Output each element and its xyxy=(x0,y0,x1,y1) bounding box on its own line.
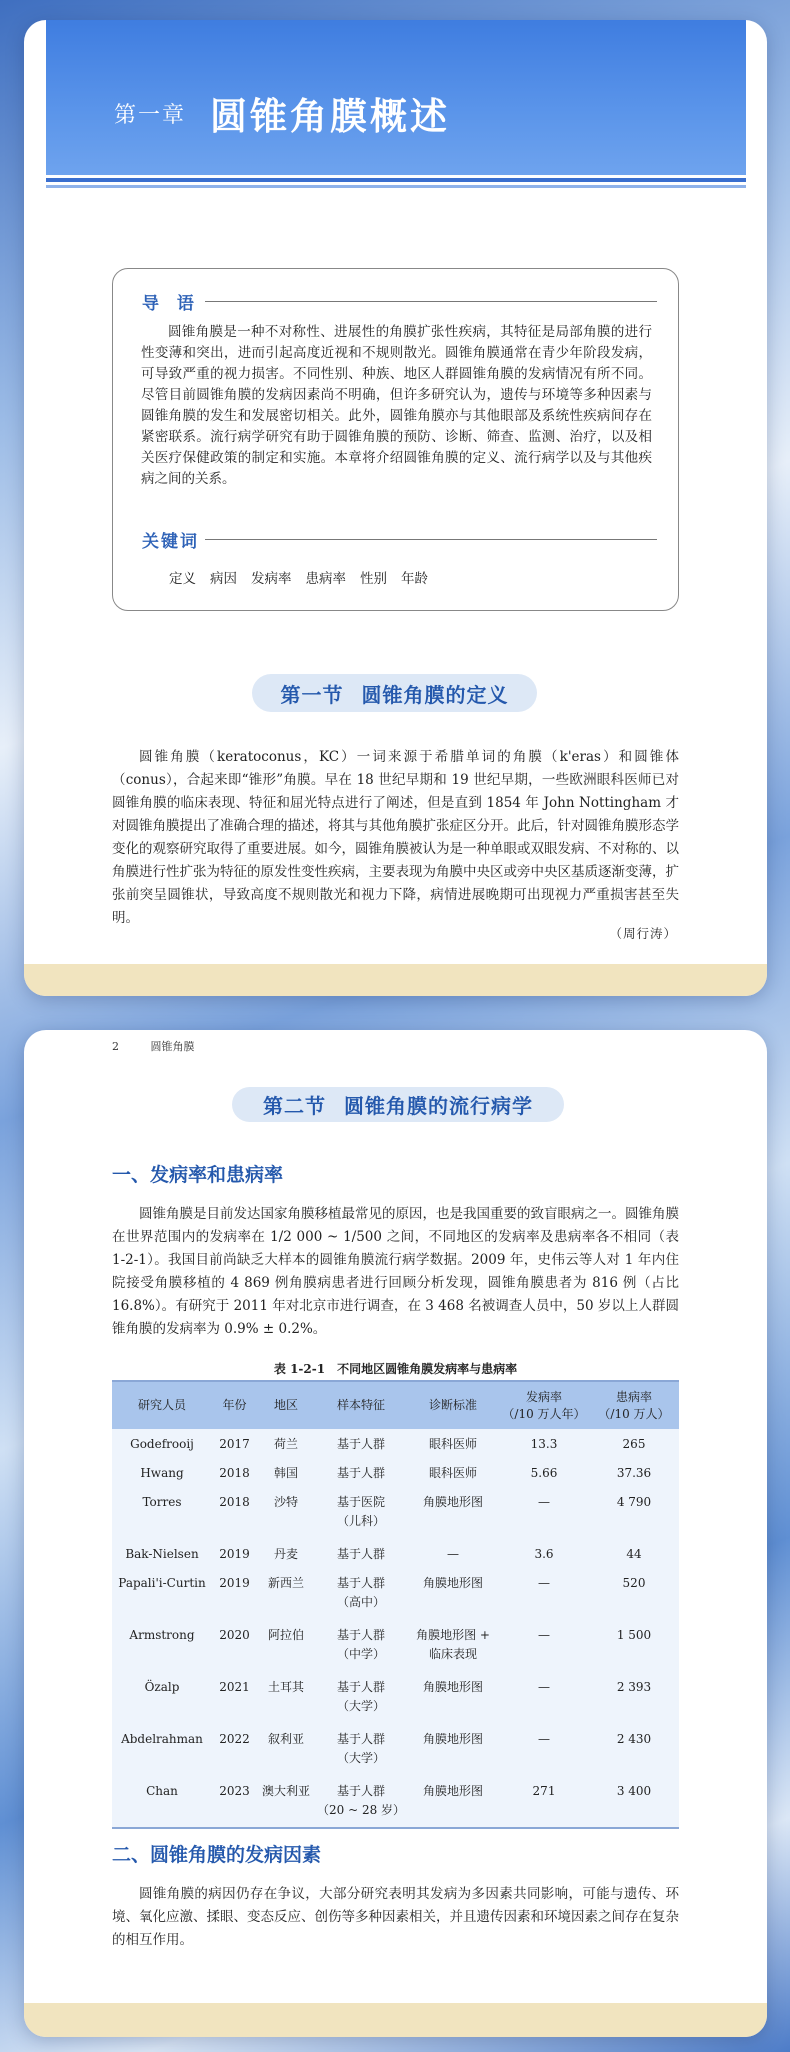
intro-text: 圆锥角膜是一种不对称性、进展性的角膜扩张性疾病，其特征是局部角膜的进行性变薄和突出，进而引起高度近视和不规则散光。圆锥角膜通常在青少年阶段发病，可导致严重的视力损害。不同性别、种族、地区人群圆锥角膜的发病情况有所不同。尽管目前圆锥角膜的发病因素尚不明确，但许多研究认为，遗传与环境等多种因素与圆锥角膜的发生和发展密切相关。此外，圆锥角膜亦与其他眼部及系统性疾病间存在紧密联系。流行病学研究有助于圆锥角膜的预防、诊断、筛查、监测、治疗，以及相关医疗保健政策的制定和实施。本章将介绍圆锥角膜的定义、流行病学以及与其他疾病之间的关系。 xyxy=(141,324,652,487)
table-cell: 13.3 xyxy=(530,1437,558,1451)
table-row xyxy=(112,1776,679,1828)
table-cell: 2018 xyxy=(219,1466,250,1480)
table-cell: 5.66 xyxy=(530,1466,558,1480)
table-cell: 角膜地形图 xyxy=(422,1732,483,1746)
table-row xyxy=(112,1724,679,1776)
table-cell: 基于人群 （中学） xyxy=(336,1628,385,1661)
table-cell: Chan xyxy=(146,1784,178,1798)
banner-divider-light xyxy=(46,185,746,188)
page-number: 2 xyxy=(112,1040,119,1053)
keywords-heading: 关键词 xyxy=(142,532,199,552)
table-cell: 角膜地形图 xyxy=(422,1680,483,1694)
table-cell: 3 400 xyxy=(616,1784,652,1798)
table-cell: Armstrong xyxy=(129,1628,195,1642)
table-cell: 2023 xyxy=(219,1784,250,1798)
table-cell: 土耳其 xyxy=(267,1680,304,1694)
table-cell: 2020 xyxy=(219,1628,250,1642)
column-header: 年份 xyxy=(222,1398,247,1412)
table-cell: 澳大利亚 xyxy=(261,1784,310,1798)
keyword-list xyxy=(169,567,428,587)
table-row xyxy=(112,1487,679,1539)
column-header: 样本特征 xyxy=(336,1398,385,1412)
table-cell: 271 xyxy=(532,1784,556,1798)
table-row xyxy=(112,1620,679,1672)
section-title: 圆锥角膜的流行病学 xyxy=(344,1094,533,1118)
table-cell: 角膜地形图 xyxy=(422,1784,483,1798)
table-row xyxy=(112,1672,679,1724)
table-cell: 37.36 xyxy=(616,1466,652,1480)
subsection-incidence-text: 圆锥角膜是目前发达国家角膜移植最常见的原因，也是我国重要的致盲眼病之一。圆锥角膜在世界范围内的发病率在 1/2 000 ~ 1/500 之间，不同地区的发病率及患病率各不相同（表 1-2-1）。我国目前尚缺乏大样本的圆锥角膜流行病学数据。2009 年，史伟云等人对 1 年内住院接受角膜移植的 4 869 例角膜病患者进行回顾分析发现，圆锥角膜患者为 816 例（占比 16.8%）。有研究于 2011 年对北京市进行调查，在 3 468 名被调查人员中，50 岁以上人群圆锥角膜的发病率为 0.9% ± 0.2%。 xyxy=(112,1206,679,1337)
table-cell: 2021 xyxy=(219,1680,250,1694)
table-cell: 丹麦 xyxy=(273,1547,298,1561)
table-cell: 角膜地形图 xyxy=(422,1576,483,1590)
table-cell: 2019 xyxy=(219,1576,250,1590)
table-cell: — xyxy=(538,1732,550,1746)
chapter-title: 圆锥角膜概述 xyxy=(210,94,450,138)
table-cell: Bak-Nielsen xyxy=(125,1547,199,1561)
page-2 xyxy=(24,1030,767,2037)
table-cell: — xyxy=(538,1680,550,1694)
table-cell: 44 xyxy=(626,1547,642,1561)
keyword-item: 病因 xyxy=(210,571,237,587)
column-header: 诊断标准 xyxy=(428,1398,477,1412)
book-title: 圆锥角膜 xyxy=(150,1040,195,1053)
page-footer-band xyxy=(24,2003,767,2037)
table-cell: Godefrooij xyxy=(130,1437,194,1451)
table-cell: Papali'i-Curtin xyxy=(118,1576,206,1590)
table-cell: 2 430 xyxy=(616,1732,652,1746)
table-row xyxy=(112,1539,679,1568)
page-1 xyxy=(24,20,767,996)
banner-divider xyxy=(46,178,746,182)
table-cell: 基于人群 （大学） xyxy=(336,1680,385,1713)
subsection-causes-text: 圆锥角膜的病因仍存在争议，大部分研究表明其发病为多因素共同影响，可能与遗传、环境、氧化应激、揉眼、变态反应、创伤等多种因素相关，并且遗传因素和环境因素之间存在复杂的相互作用。 xyxy=(112,1886,679,1948)
table-cell: — xyxy=(538,1576,550,1590)
table-cell: 荷兰 xyxy=(273,1437,298,1451)
table-cell: — xyxy=(447,1547,459,1561)
table-cell: — xyxy=(538,1495,550,1509)
table-cell: 520 xyxy=(622,1576,646,1590)
table-cell: Torres xyxy=(142,1495,182,1509)
table-cell: 基于人群 （高中） xyxy=(336,1576,385,1609)
table-cell: 眼科医师 xyxy=(428,1466,477,1480)
table-cell: 265 xyxy=(622,1437,646,1451)
table-cell: 2022 xyxy=(219,1732,250,1746)
section-number: 第一节 xyxy=(280,682,344,707)
intro-box xyxy=(112,268,679,611)
section-2-heading xyxy=(232,1087,564,1122)
table-caption: 表 1-2-1 不同地区圆锥角膜发病率与患病率 xyxy=(273,1362,518,1376)
table-header-row xyxy=(112,1381,679,1429)
keyword-item: 发病率 xyxy=(251,571,292,587)
column-header: 患病率 （/10 万人） xyxy=(598,1389,670,1421)
table-cell: 基于医院 （儿科） xyxy=(336,1495,385,1528)
table-row xyxy=(112,1429,679,1458)
keyword-item: 患病率 xyxy=(305,571,346,587)
keyword-item: 年龄 xyxy=(401,571,428,587)
section-title: 圆锥角膜的定义 xyxy=(361,682,509,707)
table-cell: 沙特 xyxy=(273,1495,298,1509)
column-header: 地区 xyxy=(273,1398,298,1412)
table-row xyxy=(112,1458,679,1487)
column-header: 研究人员 xyxy=(137,1398,186,1412)
chapter-number: 第一章 xyxy=(114,103,187,128)
section-number: 第二节 xyxy=(263,1094,326,1118)
table-cell: Hwang xyxy=(140,1466,184,1480)
intro-heading-rule xyxy=(205,301,657,302)
column-header: 发病率 （/10 万人年） xyxy=(502,1389,586,1421)
table-cell: 韩国 xyxy=(273,1466,298,1480)
table-cell: 基于人群 xyxy=(336,1547,385,1561)
table-cell: 1 500 xyxy=(616,1628,652,1642)
table-cell: 基于人群 （20 ~ 28 岁） xyxy=(317,1784,406,1817)
table-cell: — xyxy=(538,1628,550,1642)
table-cell: 2018 xyxy=(219,1495,250,1509)
table-cell: Özalp xyxy=(144,1680,180,1694)
table-cell: 2017 xyxy=(219,1437,250,1451)
subsection-heading-incidence: 一、发病率和患病率 xyxy=(112,1164,284,1186)
table-cell: 基于人群 （大学） xyxy=(336,1732,385,1765)
author-credit: （周行涛） xyxy=(609,926,677,941)
section-1-heading xyxy=(252,674,537,712)
incidence-table xyxy=(112,1380,679,1829)
table-cell: 基于人群 xyxy=(336,1437,385,1451)
table-cell: 眼科医师 xyxy=(428,1437,477,1451)
table-cell: 4 790 xyxy=(616,1495,652,1509)
keyword-item: 性别 xyxy=(360,571,387,587)
table-cell: 2019 xyxy=(219,1547,250,1561)
table-cell: 基于人群 xyxy=(336,1466,385,1480)
table-cell: 角膜地形图 xyxy=(422,1495,483,1509)
table-cell: 阿拉伯 xyxy=(267,1628,304,1642)
table-cell: 2 393 xyxy=(616,1680,652,1694)
table-cell: 叙利亚 xyxy=(267,1732,304,1746)
table-row xyxy=(112,1568,679,1620)
running-head xyxy=(112,1038,223,1054)
table-cell: 3.6 xyxy=(534,1547,554,1561)
table-cell: 新西兰 xyxy=(267,1576,304,1590)
intro-heading: 导 语 xyxy=(142,294,200,314)
keywords-heading-rule xyxy=(205,539,657,540)
subsection-heading-causes: 二、圆锥角膜的发病因素 xyxy=(112,1844,322,1866)
section-1-text: 圆锥角膜（keratoconus，KC）一词来源于希腊单词的角膜（k'eras）和圆锥体（conus），合起来即“锥形”角膜。早在 18 世纪早期和 19 世纪早期，一些欧洲眼科医师已对圆锥角膜的临床表现、特征和屈光特点进行了阐述，但是直到 1854 年 John Nottingham 才对圆锥角膜提出了准确合理的描述，将其与其他角膜扩张症区分开。此后，针对圆锥角膜形态学变化的观察研究取得了重要进展。如今，圆锥角膜被认为是一种单眼或双眼发病、不对称的、以角膜进行性扩张为特征的原发性变性疾病，主要表现为角膜中央区或旁中央区基质逐渐变薄，扩张前突呈圆锥状，导致高度不规则散光和视力下降，病情进展晚期可出现视力严重损害甚至失明。 xyxy=(112,749,679,926)
page-footer-band xyxy=(24,964,767,996)
keyword-item: 定义 xyxy=(169,571,196,587)
table-cell: 角膜地形图 + 临床表现 xyxy=(416,1628,490,1661)
table-cell: Abdelrahman xyxy=(121,1732,203,1746)
